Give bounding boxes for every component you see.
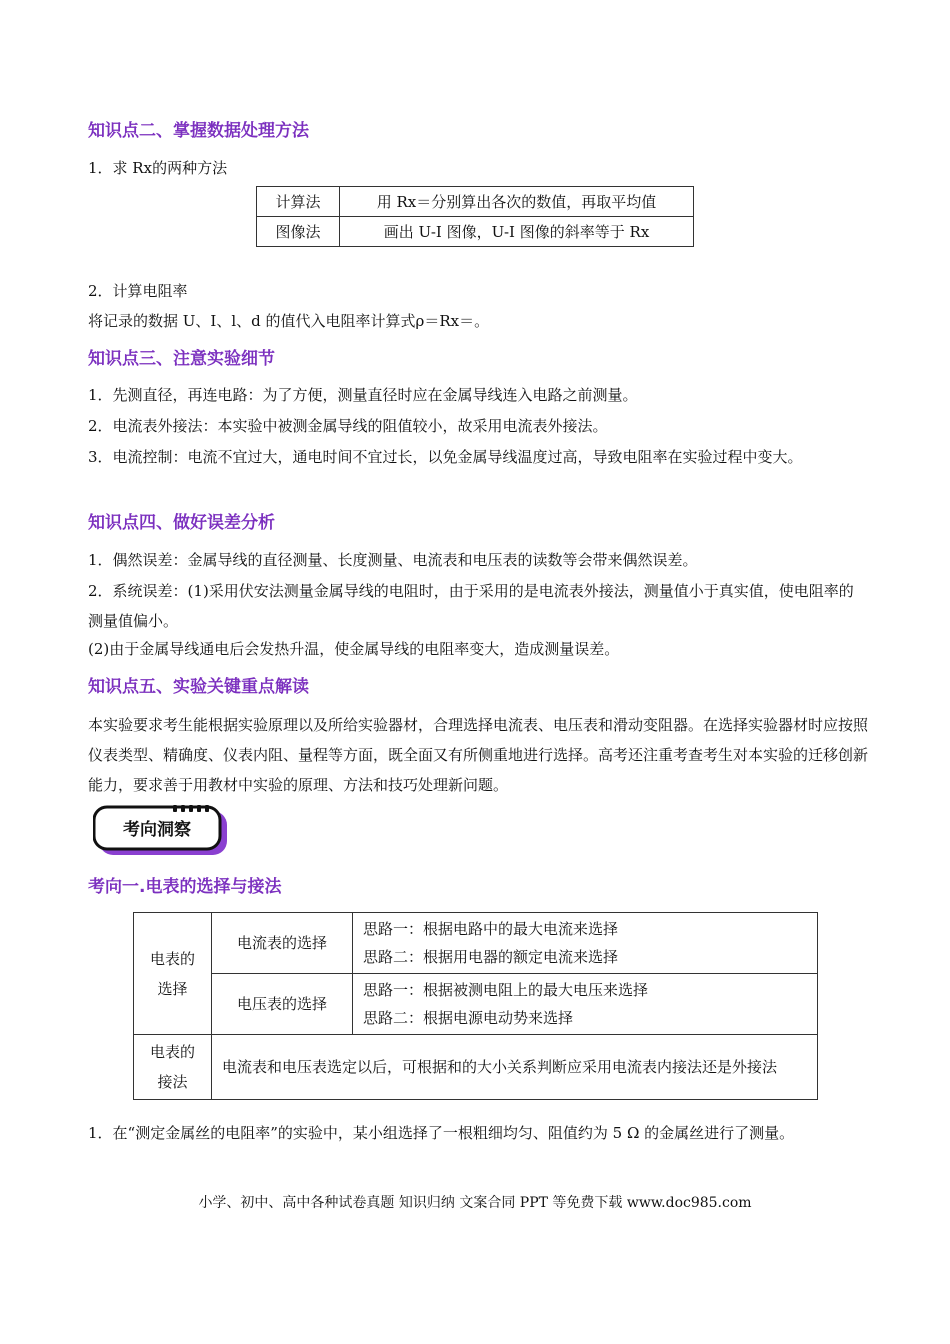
section-heading-3: 知识点三、注意实验细节	[88, 349, 275, 369]
method-desc-cell: 用 Rx＝分别算出各次的数值，再取平均值	[340, 187, 694, 217]
s3-item-1: 1．先测直径，再连电路：为了方便，测量直径时应在金属导线连入电路之前测量。	[88, 386, 638, 404]
ammeter-idea-1: 思路一：根据电路中的最大电流来选择	[363, 920, 619, 938]
direction-badge	[93, 805, 229, 857]
table-row	[134, 1035, 818, 1100]
section-heading-5: 知识点五、实验关键重点解读	[88, 677, 309, 697]
table-row	[257, 217, 694, 247]
meter-connect-text: 电流表和电压表选定以后，可根据和的大小关系判断应采用电流表内接法还是外接法	[212, 1035, 818, 1100]
table-row	[134, 974, 818, 1035]
s3-item-2: 2．电流表外接法：本实验中被测金属导线的阻值较小，故采用电流表外接法。	[88, 417, 608, 435]
section-heading-4: 知识点四、做好误差分析	[88, 513, 275, 533]
voltmeter-select-ideas	[353, 974, 818, 1035]
s2-item-2: 2．计算电阻率	[88, 282, 188, 300]
s3-item-3: 3．电流控制：电流不宜过大，通电时间不宜过长，以免金属导线温度过高，导致电阻率在实验过程中变大。	[88, 448, 803, 466]
voltmeter-idea-1: 思路一：根据被测电阻上的最大电压来选择	[363, 981, 649, 999]
method-desc-cell: 画出 U-I 图像，U-I 图像的斜率等于 Rx	[340, 217, 694, 247]
page-footer: 小学、初中、高中各种试卷真题 知识归纳 文案合同 PPT 等免费下载 www.doc985.com	[198, 1195, 752, 1211]
voltmeter-select-label: 电压表的选择	[212, 974, 353, 1035]
s5-text: 本实验要求考生能根据实验原理以及所给实验器材，合理选择电流表、电压表和滑动变阻器。在选择实验器材时应按照仪表类型、精确度、仪表内阻、量程等方面，既全面又有所侧重地进行选择。高考还注重考查考生对本实验的迁移创新能力，要求善于用教材中实验的原理、方法和技巧处理新问题。	[88, 716, 869, 794]
meter-select-label	[134, 913, 212, 1035]
s2-item-2-text: 将记录的数据 U、I、l、d 的值代入电阻率计算式ρ＝Rx＝。	[88, 312, 490, 330]
s4-item-2: 2．系统误差：(1)采用伏安法测量金属导线的电阻时，由于采用的是电流表外接法，测量值小于真实值，使电阻率的测量值偏小。	[88, 582, 854, 630]
meter-select-label-text: 电表的选择	[149, 949, 195, 998]
table-row	[134, 913, 818, 974]
s4-item-1: 1．偶然误差：金属导线的直径测量、长度测量、电流表和电压表的读数等会带来偶然误差。	[88, 551, 698, 569]
section-heading-2: 知识点二、掌握数据处理方法	[88, 121, 309, 141]
ammeter-idea-2: 思路二：根据用电器的额定电流来选择	[363, 948, 619, 966]
ammeter-select-label: 电流表的选择	[212, 913, 353, 974]
ammeter-select-ideas	[353, 913, 818, 974]
badge-label: 考向洞察	[123, 820, 191, 840]
direction-heading-1: 考向一.电表的选择与接法	[88, 877, 282, 897]
voltmeter-idea-2: 思路二：根据电源电动势来选择	[363, 1009, 574, 1027]
question-1: 1．在“测定金属丝的电阻率”的实验中，某小组选择了一根粗细均匀、阻值约为 5 Ω 的金属丝进行了测量。	[88, 1124, 795, 1142]
method-cell: 计算法	[257, 187, 340, 217]
method-cell: 图像法	[257, 217, 340, 247]
s2-item-1: 1．求 Rx的两种方法	[88, 159, 228, 177]
meter-connect-label	[134, 1035, 212, 1100]
s4-item-3: (2)由于金属导线通电后会发热升温，使金属导线的电阻率变大，造成测量误差。	[88, 640, 620, 658]
table-row	[257, 187, 694, 217]
meter-selection-table	[133, 912, 818, 1100]
meter-connect-label-text: 电表的接法	[149, 1043, 195, 1091]
rx-methods-table	[256, 186, 694, 247]
